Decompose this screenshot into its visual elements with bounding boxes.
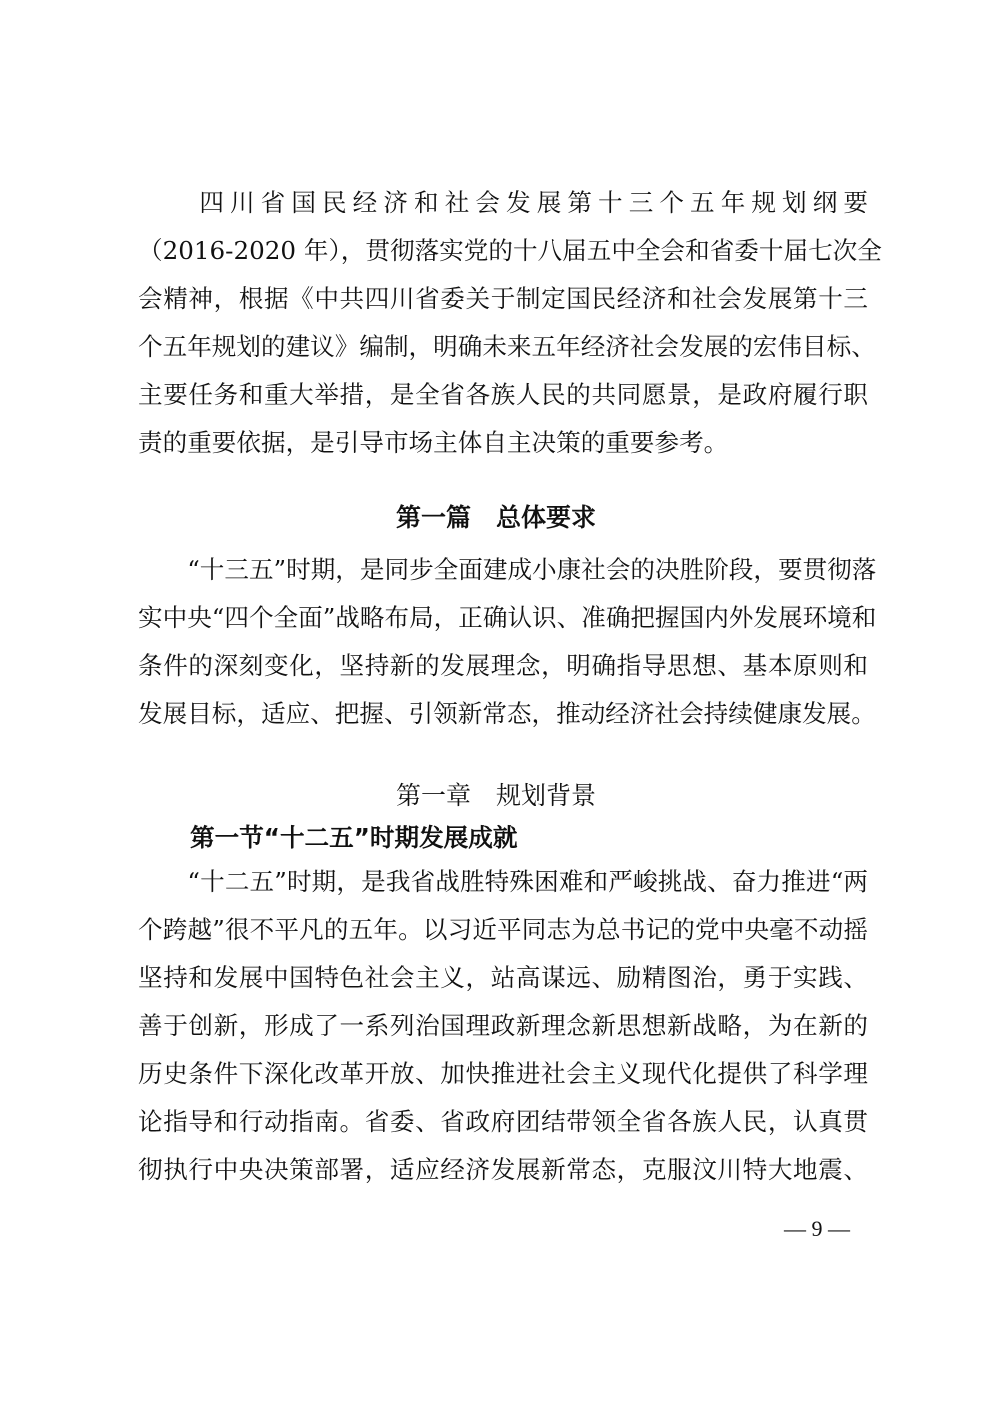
paragraph-line: 实中央“四个全面”战略布局，正确认识、准确把握国内外发展环境和 — [138, 603, 877, 632]
intro-paragraph — [138, 179, 882, 467]
section-heading: 第一节“十二五”时期发展成就 — [190, 823, 518, 852]
paragraph-line: 个五年规划的建议》编制，明确未来五年经济社会发展的宏伟目标、 — [138, 332, 876, 361]
paragraph-line: 善于创新，形成了一系列治国理政新理念新思想新战略，为在新的 — [138, 1011, 868, 1040]
chapter-heading: 第一章 规划背景 — [395, 781, 596, 810]
paragraph-line: “十二五”时期，是我省战胜特殊困难和严峻挑战、奋力推进“两 — [138, 867, 868, 896]
paragraph-line: 坚持和发展中国特色社会主义，站高谋远、励精图治，勇于实践、 — [138, 963, 868, 992]
paragraph-line: “十三五”时期，是同步全面建成小康社会的决胜阶段，要贯彻落 — [138, 555, 877, 584]
paragraph-line: 会精神，根据《中共四川省委关于制定国民经济和社会发展第十三 — [138, 284, 868, 313]
paragraph-line: 条件的深刻变化，坚持新的发展理念，明确指导思想、基本原则和 — [138, 651, 868, 680]
paragraph-line: 论指导和行动指南。省委、省政府团结带领全省各族人民，认真贯 — [138, 1107, 868, 1136]
part-heading: 第一篇 总体要求 — [395, 503, 596, 532]
paragraph-line: 四川省国民经济和社会发展第十三个五年规划纲要 — [138, 188, 868, 217]
paragraph-line: 个跨越”很不平凡的五年。以习近平同志为总书记的党中央毫不动摇 — [138, 915, 868, 944]
paragraph-line: 主要任务和重大举措，是全省各族人民的共同愿景，是政府履行职 — [138, 380, 868, 409]
page-number: — 9 — — [784, 1216, 850, 1241]
paragraph-line: 责的重要依据，是引导市场主体自主决策的重要参考。 — [138, 428, 729, 457]
section-body-paragraph — [138, 858, 868, 1194]
paragraph-line: （2016-2020 年），贯彻落实党的十八届五中全会和省委十届七次全 — [138, 236, 882, 265]
paragraph-line: 发展目标，适应、把握、引领新常态，推动经济社会持续健康发展。 — [138, 699, 876, 728]
paragraph-line: 历史条件下深化改革开放、加快推进社会主义现代化提供了科学理 — [138, 1059, 868, 1088]
part-intro-paragraph — [138, 546, 877, 738]
paragraph-line: 彻执行中央决策部署，适应经济发展新常态，克服汶川特大地震、 — [138, 1155, 868, 1184]
